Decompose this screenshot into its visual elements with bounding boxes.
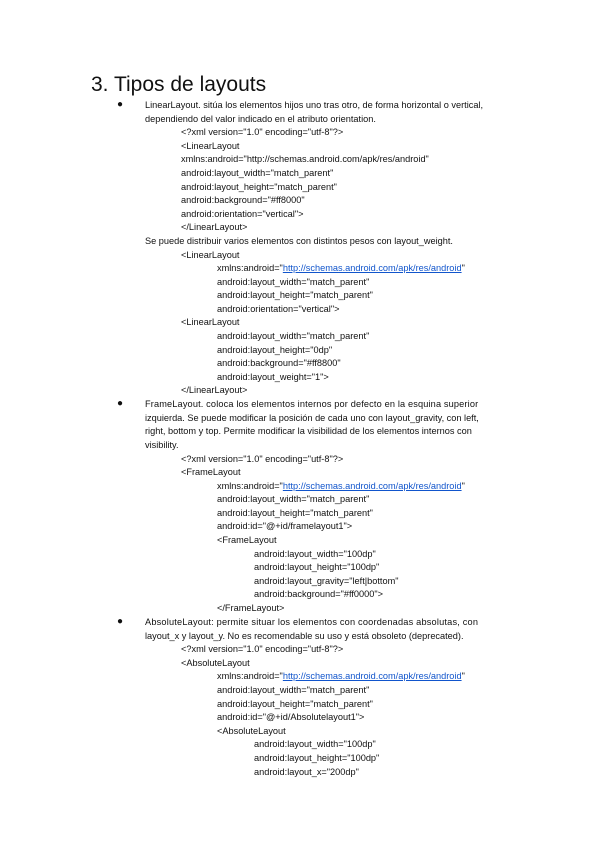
code-line: android:id="@+id/framelayout1"> bbox=[217, 521, 353, 531]
code-text: xmlns:android=" bbox=[217, 481, 283, 491]
code-line: <?xml version="1.0" encoding="utf-8"?> bbox=[181, 454, 344, 464]
code-line: <AbsoluteLayout bbox=[181, 658, 250, 668]
code-text: " bbox=[461, 481, 465, 491]
code-line: android:layout_width="match_parent" bbox=[217, 277, 370, 287]
linear-desc-line-1: LinearLayout. sitúa los elementos hijos uno tras otro, de forma horizontal o vertical, bbox=[145, 100, 484, 110]
code-line: android:id="@+id/Absolutelayout1"> bbox=[217, 712, 365, 722]
bullet-icon: ● bbox=[117, 398, 124, 409]
code-line: android:layout_height="0dp" bbox=[217, 345, 333, 355]
code-line-xmlns bbox=[217, 262, 465, 276]
code-line: android:orientation="vertical"> bbox=[181, 209, 304, 219]
code-line: <AbsoluteLayout bbox=[217, 726, 286, 736]
code-line: android:layout_height="100dp" bbox=[254, 562, 380, 572]
code-text: " bbox=[461, 263, 465, 273]
code-line: <FrameLayout bbox=[217, 535, 277, 545]
weight-description: Se puede distribuir varios elementos con distintos pesos con layout_weight. bbox=[145, 236, 453, 246]
frame-desc-line-2: izquierda. Se puede modificar la posición de cada uno con layout_gravity, con left, bbox=[145, 413, 479, 423]
absolute-desc-line-2: layout_x y layout_y. No es recomendable su uso y está obsoleto (deprecated). bbox=[145, 631, 464, 641]
code-line: android:layout_width="match_parent" bbox=[181, 168, 334, 178]
schema-link[interactable]: http://schemas.android.com/apk/res/android bbox=[282, 263, 462, 273]
code-line: <FrameLayout bbox=[181, 467, 241, 477]
bullet-icon: ● bbox=[117, 99, 124, 110]
code-line: android:layout_x="200dp" bbox=[254, 767, 359, 777]
code-line: <?xml version="1.0" encoding="utf-8"?> bbox=[181, 644, 344, 654]
code-line: android:layout_gravity="left|bottom" bbox=[254, 576, 399, 586]
code-line: android:layout_width="100dp" bbox=[254, 549, 376, 559]
code-line: android:layout_height="match_parent" bbox=[181, 182, 337, 192]
code-line: android:background="#ff8000" bbox=[181, 195, 305, 205]
bullet-icon: ● bbox=[117, 616, 124, 627]
linear-desc-line-2: dependiendo del valor indicado en el atributo orientation. bbox=[145, 114, 376, 124]
code-line: </LinearLayout> bbox=[181, 385, 248, 395]
code-line: <LinearLayout bbox=[181, 317, 240, 327]
code-line: android:layout_height="match_parent" bbox=[217, 508, 373, 518]
code-line-xmlns bbox=[217, 480, 465, 494]
code-line: <LinearLayout bbox=[181, 141, 240, 151]
code-line-xmlns bbox=[217, 670, 465, 684]
code-line: android:layout_height="match_parent" bbox=[217, 290, 373, 300]
code-line: android:background="#ff0000"> bbox=[254, 589, 383, 599]
code-line: android:layout_width="100dp" bbox=[254, 739, 376, 749]
code-line: android:layout_width="match_parent" bbox=[217, 331, 370, 341]
code-line: xmlns:android="http://schemas.android.com/apk/res/android" bbox=[181, 154, 429, 164]
frame-desc-line-4: visibility. bbox=[145, 440, 179, 450]
code-line: <?xml version="1.0" encoding="utf-8"?> bbox=[181, 127, 344, 137]
code-line: android:layout_height="100dp" bbox=[254, 753, 380, 763]
section-heading: 3. Tipos de layouts bbox=[91, 73, 267, 96]
code-text: " bbox=[461, 671, 465, 681]
code-line: android:layout_height="match_parent" bbox=[217, 699, 373, 709]
schema-link[interactable]: http://schemas.android.com/apk/res/android bbox=[282, 671, 462, 681]
absolute-desc-line-1: AbsoluteLayout: permite situar los elementos con coordenadas absolutas, con bbox=[145, 617, 479, 627]
code-line: </LinearLayout> bbox=[181, 222, 248, 232]
frame-desc-line-3: right, bottom y top. Permite modificar la visibilidad de los elementos internos con bbox=[145, 426, 472, 436]
code-text: xmlns:android=" bbox=[217, 671, 283, 681]
code-line: android:layout_width="match_parent" bbox=[217, 494, 370, 504]
schema-link[interactable]: http://schemas.android.com/apk/res/android bbox=[282, 481, 462, 491]
code-line: android:orientation="vertical"> bbox=[217, 304, 340, 314]
frame-desc-line-1: FrameLayout. coloca los elementos internos por defecto en la esquina superior bbox=[145, 399, 479, 409]
code-line: android:layout_width="match_parent" bbox=[217, 685, 370, 695]
code-line: <LinearLayout bbox=[181, 250, 240, 260]
code-line: android:layout_weight="1"> bbox=[217, 372, 329, 382]
code-text: xmlns:android=" bbox=[217, 263, 283, 273]
code-line: android:background="#ff8800" bbox=[217, 358, 341, 368]
code-line: </FrameLayout> bbox=[217, 603, 285, 613]
